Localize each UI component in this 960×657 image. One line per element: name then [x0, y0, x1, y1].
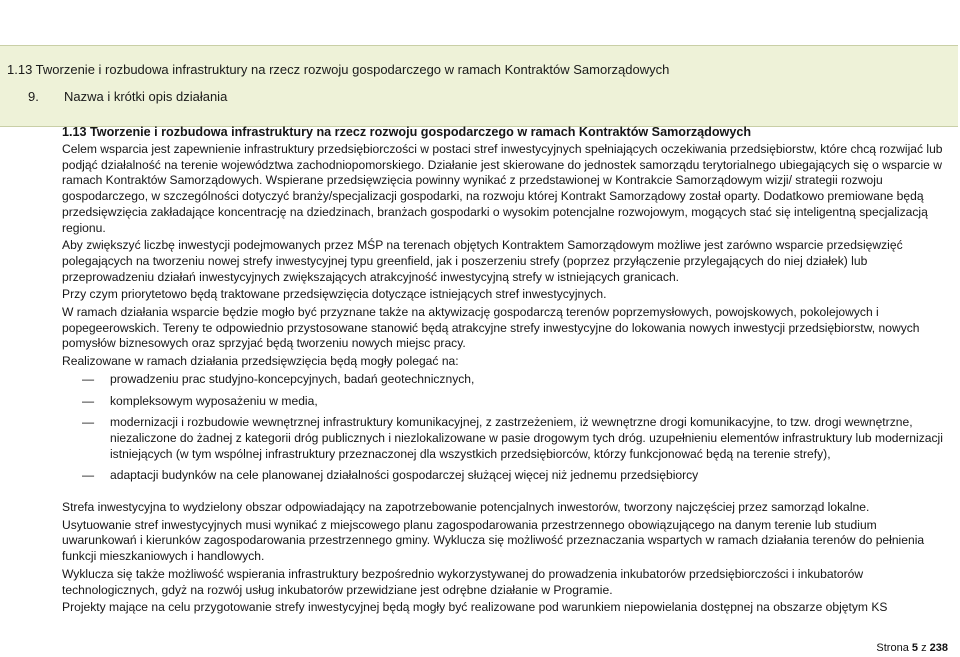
list-item-text: kompleksowym wyposażeniu w media,	[110, 393, 318, 408]
list-item	[62, 394, 950, 410]
activities-list	[62, 372, 950, 484]
total-pages: 238	[929, 642, 948, 654]
dash-bullet: —	[82, 415, 95, 430]
section-name: Nazwa i krótki opis działania	[64, 89, 228, 104]
current-page: 5	[911, 642, 919, 654]
dash-bullet: —	[82, 468, 95, 483]
section-number: 9.	[28, 89, 39, 104]
dash-bullet: —	[82, 393, 95, 408]
list-item-text: adaptacji budynków na cele planowanej działalności gospodarczej służącej więcej niż jednemu przedsiębiorcy	[110, 468, 699, 483]
paragraph-goal: Celem wsparcia jest zapewnienie infrastruktury przedsiębiorczości w postaci stref inwestycyjnych spełniających oczekiwania przedsiębiorstw, które chcą rozwijać lub podjąć działalność na terenie województwa zachodniopomorskiego. Działanie jest skierowane do jednostek samorządu terytorialnego ubiegających się o wsparcie w ramach Kontraktów Samorządowych. Wspierane przedsięwzięcia powinny wynikać z przedstawionej w Kontrakcie Samorządowym wizji/ strategii rozwoju gospodarczego, w szczególności dotyczyć branży/specjalizacji gospodarki, na rozwoju której Kontrakt Samorządowy został oparty. Dodatkowo premiowane będą przedsięwzięcia zakładające koncentrację na dziedzinach, branżach gospodarki o wysokim potencjalne rozwojowym, mogących stać się inteligentną specjalizacją regionu.	[62, 142, 943, 235]
paragraph-zone-definition: Strefa inwestycyjna to wydzielony obszar odpowiadający na zapotrzebowanie potencjalnych inwestorów, tworzony najczęściej przez samorząd lokalne.	[62, 500, 870, 515]
title-bar	[0, 45, 958, 127]
page-number	[876, 642, 948, 654]
list-item	[62, 415, 950, 462]
paragraph-incubators: Wyklucza się także możliwość wspierania infrastruktury bezpośrednio wykorzystywanej do prowadzenia inkubatorów przedsiębiorczości i inkubatorów technologicznych, gdyż na rozwój usług inkubatorów przewidziane jest odrębne działanie w Programie.	[62, 566, 864, 597]
list-item-text: prowadzeniu prac studyjno-koncepcyjnych, badań geotechnicznych,	[110, 371, 475, 386]
content-heading: 1.13 Tworzenie i rozbudowa infrastruktury na rzecz rozwoju gospodarczego w ramach Kontraktów Samorządowych	[62, 125, 752, 139]
content-body	[62, 124, 950, 618]
paragraph-investments: Aby zwiększyć liczbę inwestycji podejmowanych przez MŚP na terenach objętych Kontraktem Samorządowym możliwe jest zarówno wsparcie przedsięwzięć polegających na tworzeniu nowej strefy inwestycyjnej typu greenfield, jak i poszerzeniu strefy (poprzez przyłączenie przylegających do niej działek) lub przeprowadzeniu działań inwestycyjnych zwiększających atrakcyjność inwestycyjną strefy w istniejących granicach.	[62, 238, 903, 284]
paragraph-zone-location: Usytuowanie stref inwestycyjnych musi wynikać z miejscowego planu zagospodarowania przestrzennego obowiązującego na danym terenie lub studium uwarunkowań i kierunków zagospodarowania przestrzennego gminy. Wyklucza się możliwość przeznaczania wspartych w ramach działania terenów do pełnienia funkcji mieszkaniowych i handlowych.	[62, 517, 925, 564]
action-title: 1.13 Tworzenie i rozbudowa infrastruktury na rzecz rozwoju gospodarczego w ramach Kontraktów Samorządowych	[7, 62, 670, 77]
header-action-title: DZIAŁANIE 1.13 TWORZENIE I ROZBUDOWA INFRASTRUKTURY NA RZECZ ROZWOJU GOSPODARCZEGO W RAMACH KONTRAKTÓW SAMORZĄDOWYCH	[163, 11, 797, 21]
paragraph-list-intro: Realizowane w ramach działania przedsięwzięcia będą mogły polegać na:	[62, 354, 459, 369]
page-label: Strona	[876, 642, 909, 654]
dash-bullet: —	[82, 371, 95, 386]
page-separator: z	[921, 642, 927, 654]
header-section-title: I GOSPODARKA, INNOWACJE, NOWOCZESNE TECHNOLOGIE	[323, 0, 637, 11]
list-item-text: modernizacji i rozbudowie wewnętrznej infrastruktury komunikacyjnej, z zastrzeżeniem, iż wewnętrzne drogi komunikacyjne, to tzw. drogi wewnętrzne, niezaliczone do żadnej z kategorii dróg publicznych i niezlokalizowane w pasie drogowym tych dróg. uzupełnieniu elementów infrastruktury lub modernizacji istniejących (w tym wspólnej infrastruktury przeznaczonej dla wszystkich przedsiębiorców, którzy funkcjonować będą na terenie strefy),	[110, 415, 943, 461]
paragraph-priority: Przy czym priorytetowo będą traktowane przedsięwzięcia dotyczące istniejących stref inwestycyjnych.	[62, 287, 607, 302]
list-item	[62, 468, 950, 484]
document-header	[0, 0, 960, 22]
list-item	[62, 372, 950, 388]
paragraph-brownfield: W ramach działania wsparcie będzie mogło być przyznane także na aktywizację gospodarczą terenów poprzemysłowych, powojskowych, pokolejowych i popegeerowskich. Tereny te odpowiednio przystosowane stanowić będą atrakcyjne strefy inwestycyjne do lokowania nowych inwestycji przedsiębiorstw, nowych pomysłów biznesowych oraz sprzyjać będą tworzeniu nowych miejsc pracy.	[62, 305, 920, 351]
section-label	[28, 89, 227, 104]
paragraph-projects: Projekty mające na celu przygotowanie strefy inwestycyjnej będą mogły być realizowane pod warunkiem niepowielania dostępnej na obszarze objętym KS	[62, 600, 888, 615]
